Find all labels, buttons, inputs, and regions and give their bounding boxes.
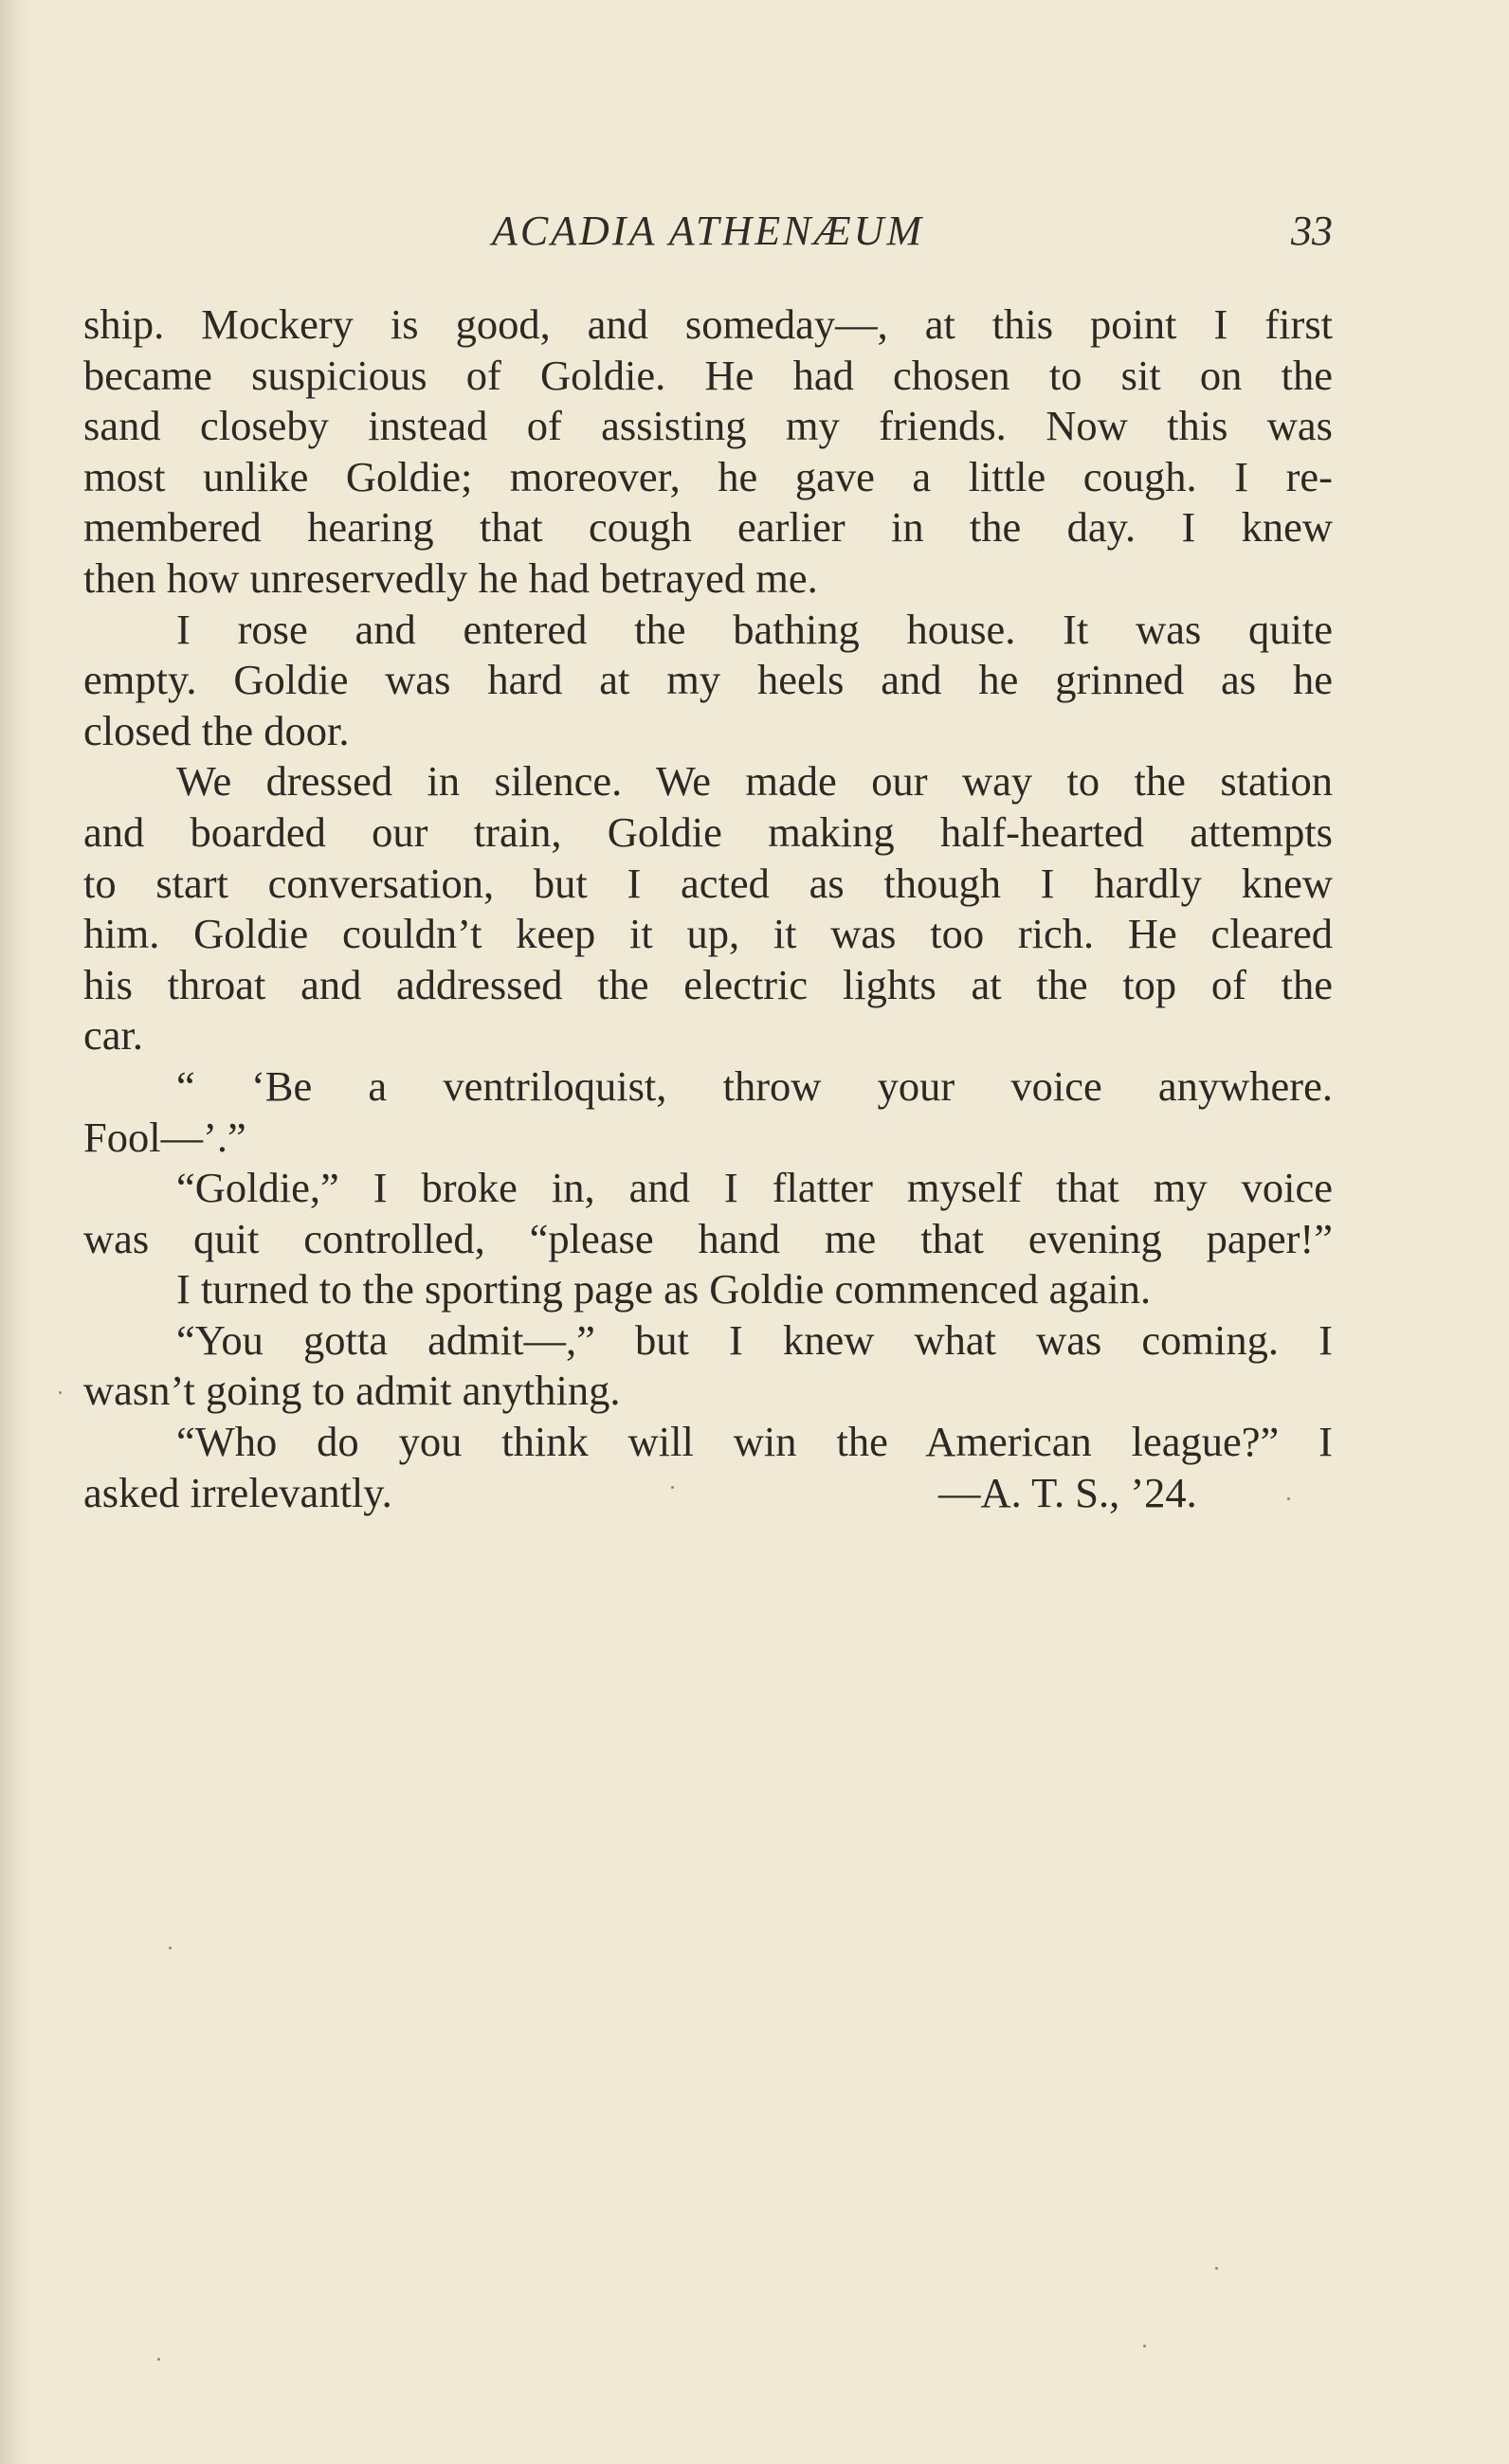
text-line: most unlike Goldie; moreover, he gave a little cough. I re- bbox=[83, 452, 1333, 500]
page-speck bbox=[157, 2358, 160, 2361]
text-line: him. Goldie couldn’t keep it up, it was too rich. He cleared bbox=[83, 910, 1333, 958]
page-speck bbox=[59, 1391, 62, 1394]
text-line: empty. Goldie was hard at my heels and he grinned as he bbox=[83, 656, 1333, 704]
page-speck bbox=[1287, 1497, 1290, 1500]
text-line: to start conversation, but I acted as though I hardly knew bbox=[83, 859, 1333, 907]
text-line: “Goldie,” I broke in, and I flatter myself that my voice bbox=[176, 1164, 1333, 1212]
text-line: wasn’t going to admit anything. bbox=[83, 1367, 621, 1415]
page-speck bbox=[1215, 2267, 1218, 2270]
text-line: became suspicious of Goldie. He had chosen to sit on the bbox=[83, 351, 1333, 399]
page-gutter-shadow bbox=[0, 0, 32, 2464]
text-line: Fool—’.” bbox=[83, 1113, 246, 1161]
text-line: “ ‘Be a ventriloquist, throw your voice anywhere. bbox=[176, 1061, 1333, 1110]
text-line: ship. Mockery is good, and someday—, at this point I first bbox=[83, 300, 1333, 348]
body-text bbox=[83, 299, 1333, 1518]
text-line: I rose and entered the bathing house. It was quite bbox=[176, 605, 1333, 653]
text-line: membered hearing that cough earlier in the day. I knew bbox=[83, 503, 1333, 552]
text-line: “You gotta admit—,” but I knew what was coming. I bbox=[176, 1315, 1333, 1364]
text-line: then how unreservedly he had betrayed me. bbox=[83, 553, 818, 602]
text-line: asked irrelevantly. bbox=[83, 1468, 392, 1516]
text-line: I turned to the sporting page as Goldie commenced again. bbox=[176, 1265, 1152, 1314]
text-line: his throat and addressed the electric lights at the top of the bbox=[83, 960, 1333, 1008]
text-line: closed the door. bbox=[83, 706, 350, 754]
page-speck bbox=[1143, 2345, 1146, 2347]
page-number: 33 bbox=[1291, 208, 1333, 254]
text-line: car. bbox=[83, 1011, 143, 1060]
page-speck bbox=[169, 1947, 172, 1949]
text-line: We dressed in silence. We made our way to the station bbox=[176, 757, 1333, 806]
text-line: “Who do you think will win the American league?” I bbox=[176, 1418, 1333, 1466]
closing-line bbox=[83, 1468, 1333, 1519]
text-line: sand closeby instead of assisting my friends. Now this was bbox=[83, 402, 1333, 450]
author-signature: —A. T. S., ’24. bbox=[938, 1468, 1197, 1516]
running-head bbox=[83, 207, 1333, 263]
running-title: ACADIA ATHENÆUM bbox=[491, 208, 925, 254]
text-line: was quit controlled, “please hand me that evening paper!” bbox=[83, 1214, 1333, 1262]
text-line: and boarded our train, Goldie making half-hearted attempts bbox=[83, 807, 1333, 856]
page-speck bbox=[671, 1486, 674, 1489]
